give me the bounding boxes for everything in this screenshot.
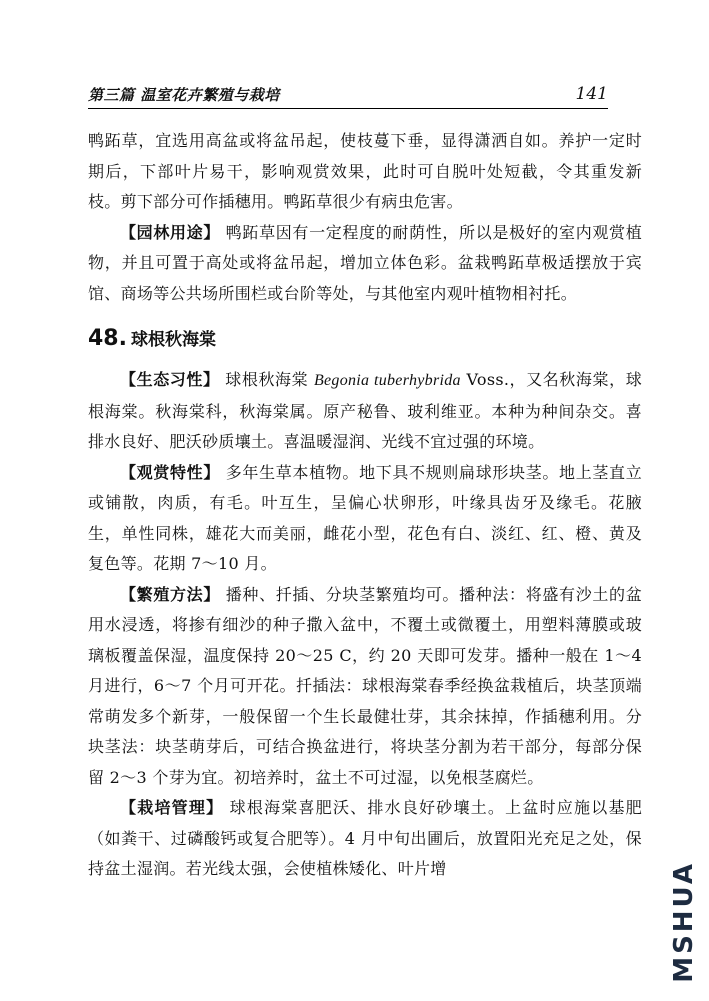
section-heading — [88, 321, 642, 357]
running-header — [88, 84, 608, 108]
page-body — [88, 126, 642, 885]
text-ecology-after: Voss.，又名秋海棠，球根海棠。秋海棠科，秋海棠属。原产秘鲁、玻利维亚。本种为种间杂交。喜排水良好、肥沃砂质壤土。喜温暖湿润、光线不宜过强的环境。 — [88, 370, 642, 451]
lead-cultivation: 【栽培管理】 — [120, 798, 224, 817]
lead-ecology: 【生态习性】 — [120, 370, 220, 389]
lead-ornamental: 【观赏特性】 — [120, 462, 220, 482]
header-rule — [88, 108, 608, 109]
section-number: 48. — [88, 326, 127, 351]
paragraph-ornamental — [88, 458, 642, 580]
paragraph-garden-use — [88, 218, 642, 310]
text-ecology-before: 球根秋海棠 — [219, 370, 314, 389]
lead-garden-use: 【园林用途】 — [120, 222, 220, 242]
watermark-text: MSHUA — [669, 861, 699, 983]
text-cultivation: 球根海棠喜肥沃、排水良好砂壤土。上盆时应施以基肥（如粪干、过磷酸钙或复合肥等）。4 月中旬出圃后，放置阳光充足之处，保持盆土湿润。若光线太强，会使植株矮化、叶片增 — [88, 798, 642, 878]
paragraph-cultivation — [88, 793, 642, 885]
paragraph-propagation — [88, 580, 642, 794]
text-propagation: 播种、扦插、分块茎繁殖均可。播种法：将盛有沙土的盆用水浸透，将掺有细沙的种子撒入盆中，不覆土或微覆土，用塑料薄膜或玻璃板覆盖保湿，温度保持 20～25 C，约 20 天即可发芽。播种一般在 1～4 月进行，6～7 个月可开花。扦插法：球根海棠春季经换盆栽植后，块茎顶端常萌发多个新芽，一般保留一个生长最健壮芽，其余抹掉，作插穗利用。分块茎法：块茎萌芽后，可结合换盆进行，将块茎分割为若干部分，每部分保留 2～3 个芽为宜。初培养时，盆土不可过湿，以免根茎腐烂。 — [88, 584, 642, 787]
paragraph-continued: 鸭跖草，宜选用高盆或将盆吊起，使枝蔓下垂，显得潇洒自如。养护一定时期后，下部叶片易干，影响观赏效果，此时可自脱叶处短截，令其重发新枝。剪下部分可作插穗用。鸭跖草很少有病虫危害。 — [88, 131, 642, 211]
paragraph-ecology — [88, 365, 642, 458]
text-garden-use: 鸭跖草因有一定程度的耐荫性，所以是极好的室内观赏植物，并且可置于高处或将盆吊起，增加立体色彩。盆栽鸭跖草极适摆放于宾馆、商场等公共场所围栏或台阶等处，与其他室内观叶植物相衬托。 — [88, 222, 642, 303]
section-title: 球根秋海棠 — [130, 330, 216, 350]
text-ornamental: 多年生草本植物。地下具不规则扁球形块茎。地上茎直立或铺散，肉质，有毛。叶互生，呈偏心状卵形，叶缘具齿牙及缘毛。花腋生，单性同株，雄花大而美丽，雌花小型，花色有白、淡红、红、橙、黄及复色等。花期 7～10 月。 — [88, 462, 642, 573]
lead-propagation: 【繁殖方法】 — [120, 584, 220, 604]
latin-name: Begonia tuberhybrida — [313, 372, 461, 389]
header-title: 第三篇 温室花卉繁殖与栽培 — [88, 86, 280, 104]
page-number: 141 — [575, 84, 608, 104]
